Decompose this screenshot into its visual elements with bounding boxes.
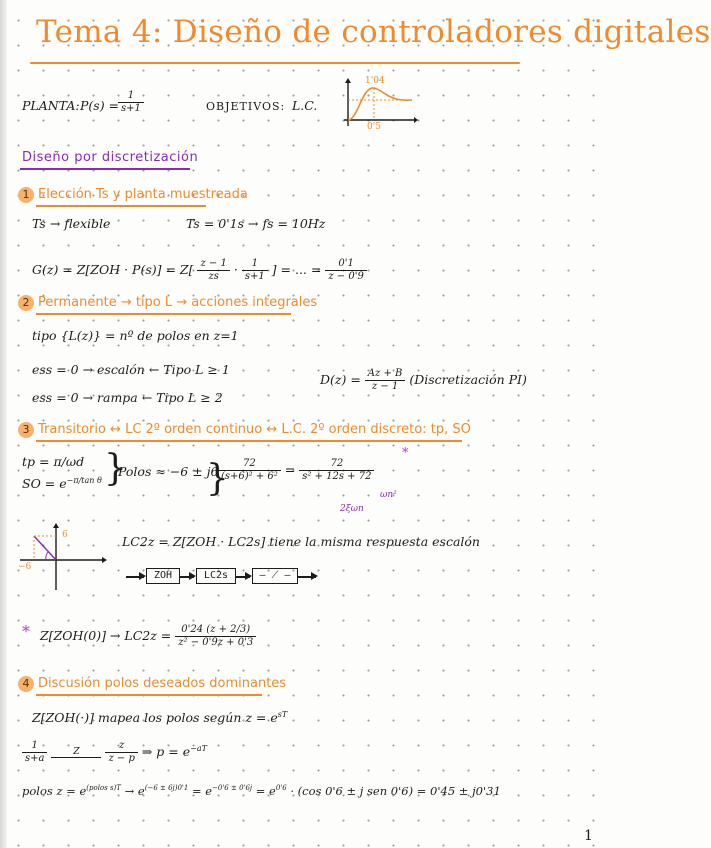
- step-2-title: Permanente → tipo L → acciones integrales: [38, 295, 318, 310]
- ess-escalon: ess = 0 → escalón ← Tipo L ≥ 1: [32, 362, 230, 377]
- step-2-underline: [36, 313, 291, 315]
- lc2z-result: Z[ZOH(0)] → LC2z = $\frac{0'24 (z + 2/3)}{\text{z² − 0'9z + 0'3}}$: [40, 624, 256, 649]
- zeta-label: 2ξωn: [340, 504, 364, 514]
- planta-fraction: $\frac{1}{s+1}$: [118, 90, 144, 115]
- page-title: Tema 4: Diseño de controladores digitales: [36, 14, 711, 50]
- bd-arrow-out: [298, 576, 316, 578]
- step-2-badge: 2: [18, 295, 34, 311]
- bd-arrow-in: [126, 576, 144, 578]
- tp-formula: tp = π/ωd: [22, 454, 85, 469]
- pole-mapping-example: $\frac{1}{s+a}$ Z $\frac{z}{z - p}$ ⇒ $p = e^{-aT}$: [22, 740, 207, 765]
- heading-underline: [20, 168, 190, 170]
- axis-neg6: −6: [18, 562, 32, 572]
- brace-2: }: [206, 458, 229, 499]
- step-1-title: Elección Ts y planta muestreada: [38, 187, 248, 202]
- lc2s-fraction: $\frac{72}{\text{(s+6)² + 6²}}$ = $\frac{72}{\text{s² + 12s + 72}}$: [218, 458, 374, 483]
- g-z-expression: G(z) = Z[ZOH · P(s)] = Z[ $\frac{z - 1}{zs}$ · $\frac{1}{s+1}$ ] = ... = $\frac{0'1}{z - 0'9}$: [32, 258, 367, 283]
- step-3-underline: [36, 440, 462, 442]
- planta-label: PLANTA:: [22, 98, 80, 113]
- title-underline: [30, 62, 520, 64]
- tipo-definition: tipo {L(z)} = nº de polos en z=1: [32, 328, 239, 343]
- step-4-badge: 4: [18, 676, 34, 692]
- axis-6: 6: [62, 530, 68, 540]
- planta-lhs: P(s) =: [80, 98, 120, 113]
- star-mark-2: *: [22, 622, 30, 641]
- ts-value: Ts = 0'1s → fs = 10Hz: [186, 216, 326, 231]
- step-3-title: Transitorio ↔ LC 2º orden continuo ↔ L.C. 2º orden discreto: tp, SO: [38, 422, 471, 437]
- page-binding-edge: [0, 0, 7, 848]
- step-1-badge: 1: [18, 187, 34, 203]
- page-number: 1: [584, 828, 593, 844]
- bd-zoh-block: ZOH: [146, 568, 180, 584]
- step-1-underline: [36, 205, 206, 207]
- settling-label: 0'5: [367, 122, 381, 132]
- step-4-title: Discusión polos deseados dominantes: [38, 676, 287, 691]
- so-formula: SO = $e^{-\pi/tan \theta}$: [22, 476, 102, 492]
- poles-computation: polos $z = e^{(polos s)T} \to e^{(-6 \pm 6j)0'1} = e^{-0'6 \pm 0'6j} = e^{0'6} \cdot (\cos$ 0'6 ± j sen 0'6) = 0'45 ± j0'31: [22, 784, 501, 798]
- bd-lc2s-block: LC2s: [196, 568, 236, 584]
- bd-arrow-1: [180, 576, 194, 578]
- step-3-badge: 3: [18, 422, 34, 438]
- zoh-mapping: Z[ZOH(·)] mapea los polos según $z = e^{sT}$: [32, 710, 288, 726]
- star-mark: *: [402, 446, 409, 461]
- brace: }: [104, 448, 127, 489]
- ts-flexible: Ts → flexible: [32, 216, 111, 231]
- ess-rampa: ess = 0 → rampa ← Tipo L ≥ 2: [32, 390, 223, 405]
- wn-label: ωn²: [380, 490, 397, 500]
- step-4-underline: [36, 694, 262, 696]
- overshoot-label: 1'04: [365, 76, 385, 86]
- pi-controller: D(z) = $\frac{Az + B}{z - 1}$ (Discretización PI): [320, 368, 527, 392]
- poles-approx: Polos ≈ −6 ± j6: [118, 464, 219, 479]
- lc2z-statement: LC2z = Z[ZOH · LC2s] tiene la misma respuesta escalón: [122, 534, 480, 549]
- bd-arrow-2: [236, 576, 250, 578]
- objetivos-lc: L.C.: [292, 98, 318, 113]
- objetivos-label: OBJETIVOS:: [206, 100, 286, 113]
- section-heading: Diseño por discretización: [22, 150, 199, 165]
- bd-sampler-block: — ⟋ —: [252, 568, 298, 584]
